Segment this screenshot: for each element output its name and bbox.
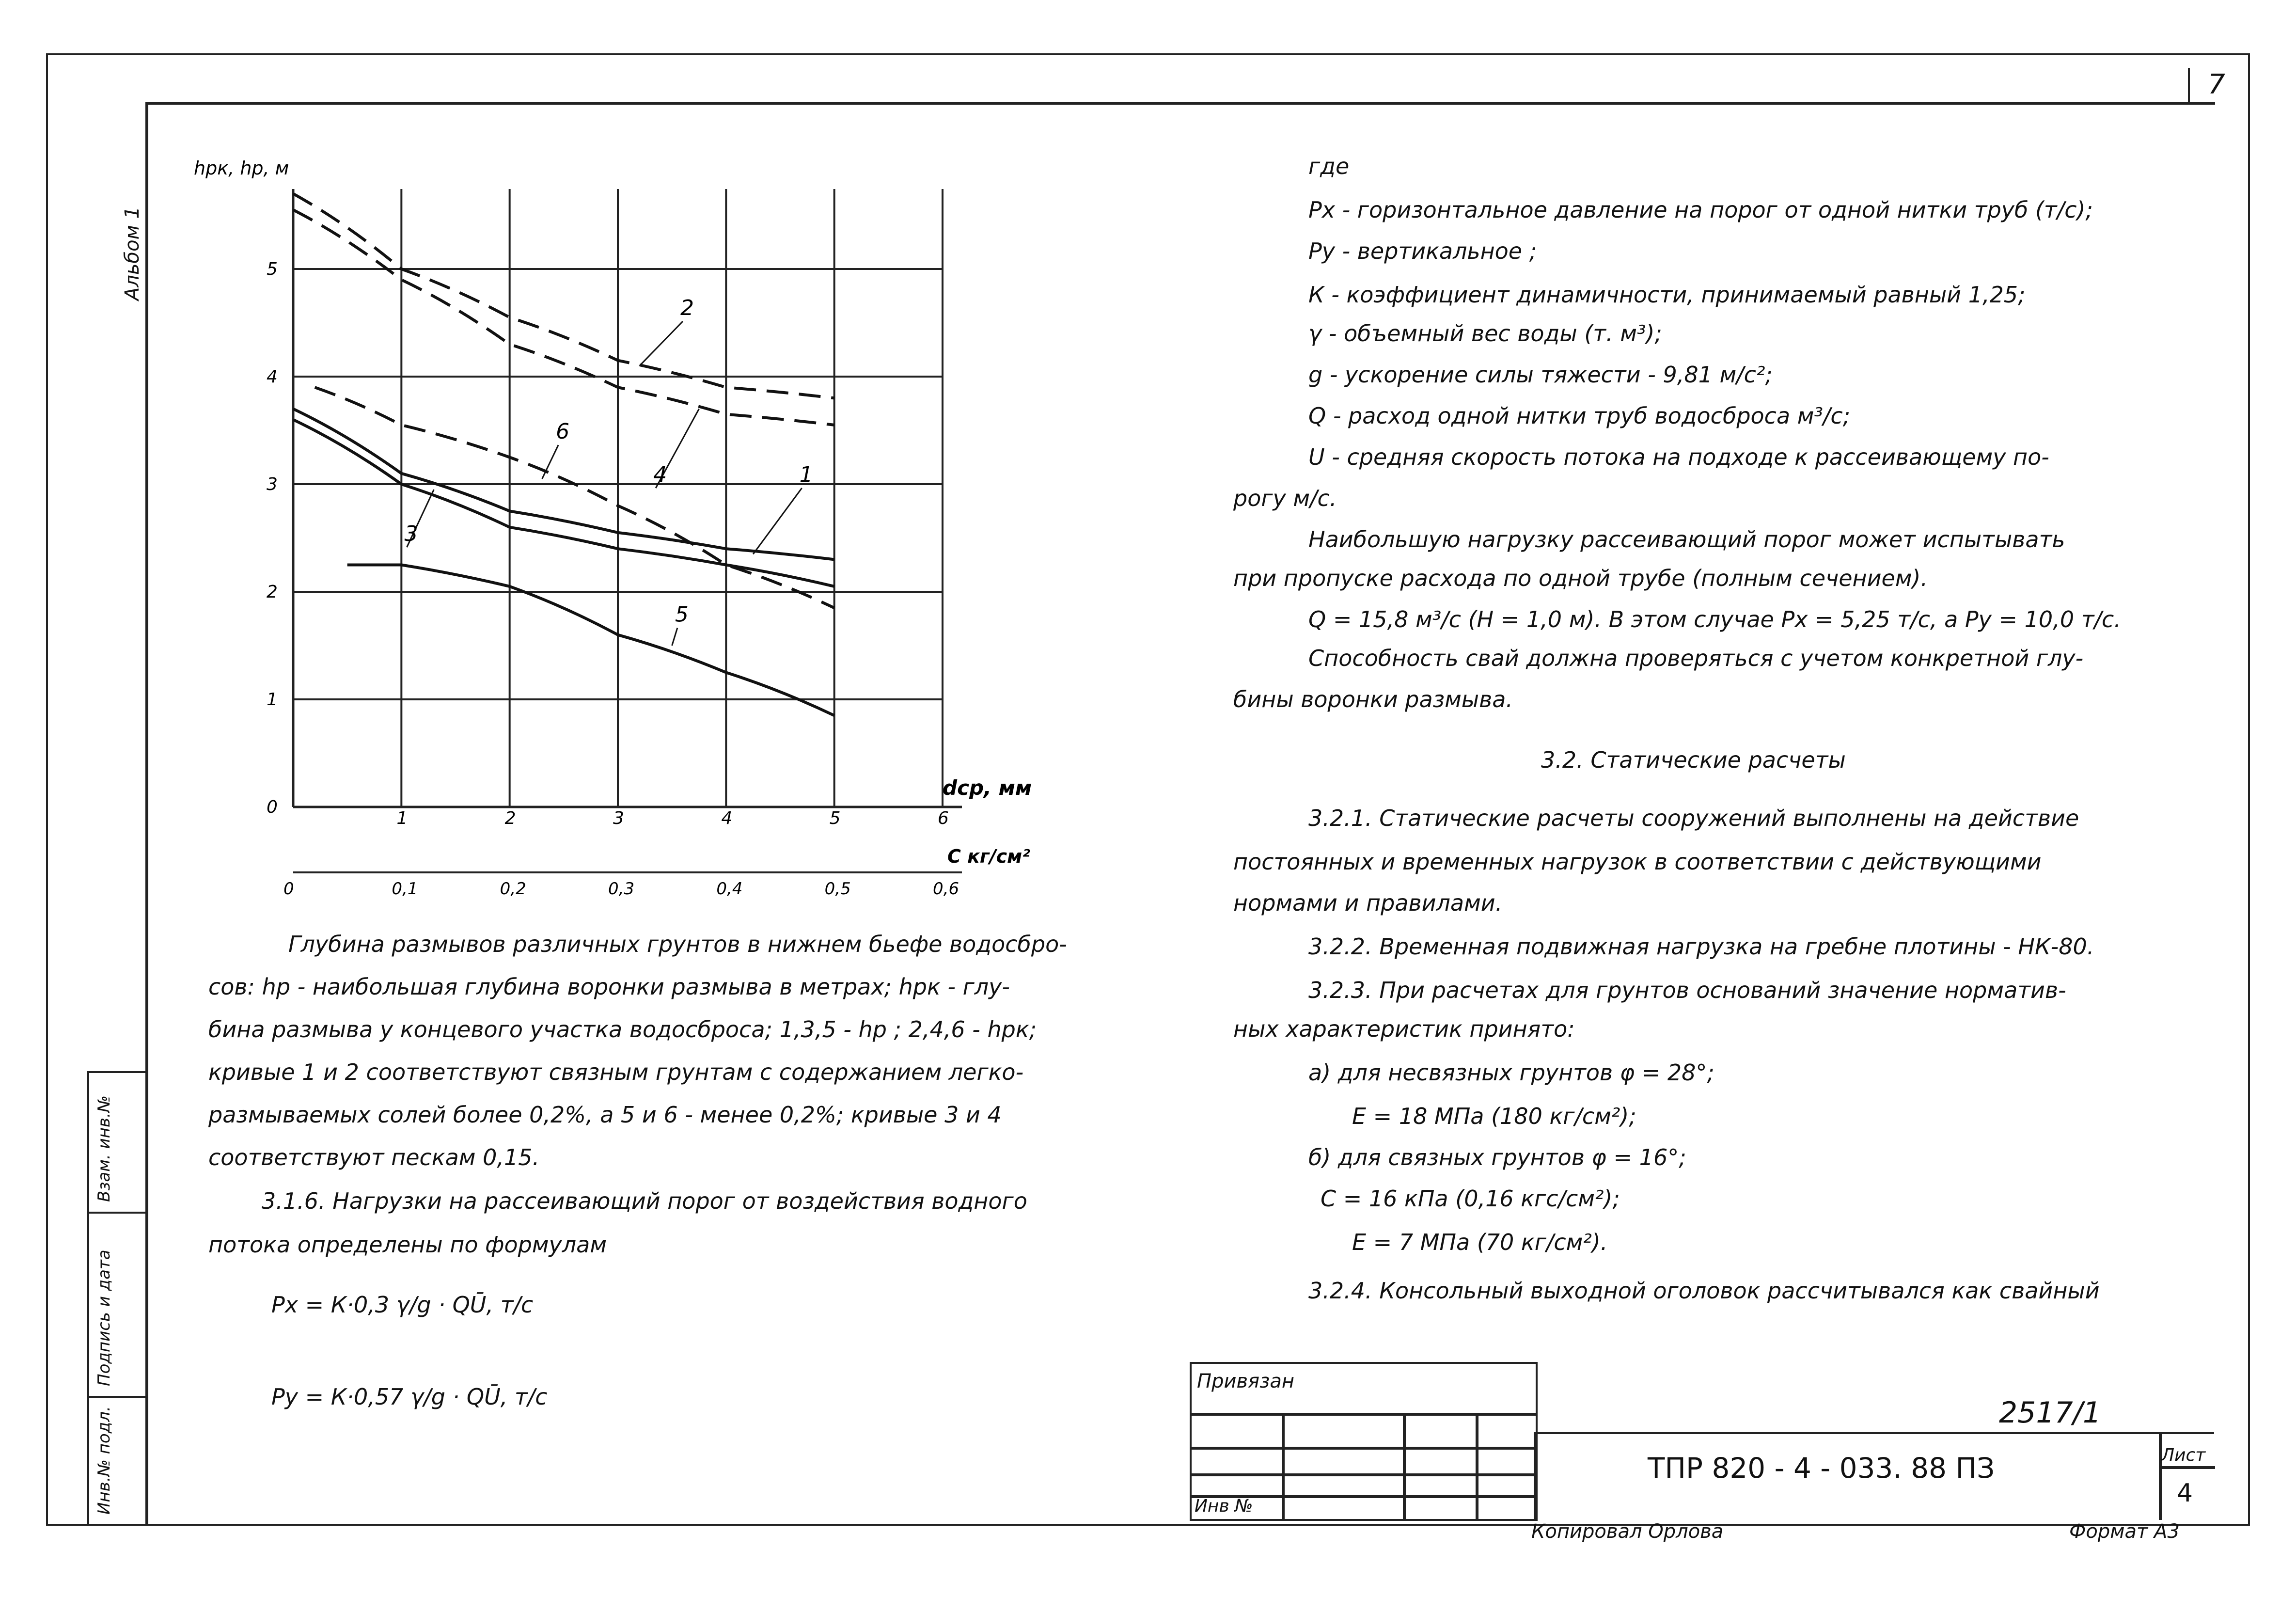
body-line: бины воронки размыва.	[1233, 686, 1513, 712]
body-line: при пропуске расхода по одной трубе (полным сечением).	[1233, 565, 1928, 591]
curve-label-3: 3	[404, 522, 418, 547]
caption-line: кривые 1 и 2 соответствуют связным грунтам с содержанием легко-	[208, 1059, 1024, 1085]
curve-leader-1	[753, 488, 802, 554]
y-tick-label: 4	[267, 367, 278, 387]
stamp-privyazan: Привязан	[1197, 1370, 1295, 1392]
curve-3	[293, 420, 834, 586]
stamp-col	[1476, 1413, 1478, 1520]
body-line: б) для связных грунтов φ = 16°;	[1308, 1144, 1686, 1170]
chart-curves	[293, 194, 834, 716]
y-tick-label: 0	[267, 797, 278, 817]
section-heading: 3.2. Статические расчеты	[1541, 747, 1846, 773]
copied-by: Копировал Орлова	[1531, 1520, 1724, 1543]
x-tick-label-top: 2	[504, 808, 516, 828]
stamp-handwritten-no: 2517/1	[1999, 1396, 2102, 1430]
stamp-inv-no: Инв №	[1195, 1496, 1253, 1516]
chart-ylabel: hрк, hр, м	[194, 158, 289, 179]
body-line: нормами и правилами.	[1233, 890, 1503, 916]
stamp-row	[1190, 1473, 1537, 1476]
x-tick-label-top: 6	[938, 808, 949, 828]
curve-leader-2	[640, 321, 683, 366]
body-line: 3.2.1. Статические расчеты сооружений выполнены на действие	[1308, 805, 2079, 831]
stamp-row	[1190, 1447, 1537, 1450]
body-line: постоянных и временных нагрузок в соответствии с действующими	[1233, 849, 2042, 875]
curve-5	[347, 565, 834, 716]
scour-depth-chart	[184, 145, 1066, 901]
stamp-col	[1403, 1413, 1406, 1520]
y-tick-label: 1	[267, 690, 278, 710]
chart-labels	[267, 259, 959, 899]
caption-line: соответствуют пескам 0,15.	[208, 1144, 540, 1170]
body-line: рогу м/с.	[1233, 485, 1337, 511]
body-line: К - коэффициент динамичности, принимаемый равный 1,25;	[1308, 282, 2026, 308]
y-tick-label: 3	[267, 474, 278, 494]
caption-line: сов: hр - наибольшая глубина воронки размыва в метрах; hрк - глу-	[208, 974, 1010, 1000]
body-line: U - средняя скорость потока на подходе к рассеивающему по-	[1308, 444, 2049, 470]
side-stamp-divider	[87, 1212, 145, 1214]
caption-line: Глубина размывов различных грунтов в нижнем бьефе водосбро-	[288, 931, 1067, 957]
body-line: Е = 18 МПа (180 кг/см²);	[1352, 1103, 1636, 1129]
paper-format: Формат А3	[2069, 1520, 2180, 1543]
x-tick-label-bottom: 0,6	[933, 879, 959, 899]
formula-px: Pх = К·0,3 γ/g · QŪ, т/с	[271, 1292, 534, 1318]
curve-label-5: 5	[675, 602, 689, 627]
caption-line: бина размыва у концевого участка водосброса; 1,3,5 - hр ; 2,4,6 - hрк;	[208, 1016, 1037, 1043]
chart-xlabel-bottom: С кг/см²	[947, 846, 1030, 867]
sheet-label: Лист	[2161, 1445, 2206, 1465]
section-316-line: 3.1.6. Нагрузки на рассеивающий порог от воздействия водного	[262, 1188, 1027, 1214]
curve-label-6: 6	[556, 419, 570, 444]
x-tick-label-top: 3	[613, 808, 624, 828]
x-tick-label-bottom: 0,1	[392, 879, 418, 899]
x-tick-label-bottom: 0,5	[824, 879, 851, 899]
side-label-signature: Подпись и дата	[94, 1249, 114, 1386]
body-line: а) для несвязных грунтов φ = 28°;	[1308, 1059, 1714, 1086]
body-line: Q - расход одной нитки труб водосброса м³/с;	[1308, 403, 1851, 429]
body-line: ных характеристик принято:	[1233, 1016, 1575, 1042]
x-tick-label-top: 5	[829, 808, 841, 828]
body-line: Е = 7 МПа (70 кг/см²).	[1352, 1229, 1608, 1255]
stamp-col	[1282, 1413, 1285, 1520]
x-tick-label-bottom: 0,3	[608, 879, 635, 899]
curve-4	[293, 210, 834, 425]
chart-grid	[293, 189, 962, 872]
side-stamp-divider	[87, 1396, 145, 1398]
x-tick-label-bottom: 0,4	[716, 879, 743, 899]
body-line: Q = 15,8 м³/с (Н = 1,0 м). В этом случае Pх = 5,25 т/с, а Pу = 10,0 т/с.	[1308, 606, 2121, 632]
x-tick-label-top: 4	[721, 808, 733, 828]
body-line: С = 16 кПа (0,16 кгс/см²);	[1321, 1185, 1620, 1212]
doc-code: ТПР 820 - 4 - 033. 88 ПЗ	[1648, 1452, 1995, 1485]
section-316-line: потока определены по формулам	[208, 1232, 607, 1258]
side-label-inv: Инв.№ подл.	[94, 1406, 114, 1515]
curve-leader-5	[672, 628, 677, 646]
body-line: где	[1308, 153, 1350, 179]
y-tick-label: 2	[267, 582, 278, 602]
body-line: Способность свай должна проверяться с учетом конкретной глу-	[1308, 645, 2084, 671]
formula-py: Pу = К·0,57 γ/g · QŪ, т/с	[271, 1384, 548, 1410]
y-tick-label: 5	[267, 259, 278, 279]
curve-2	[293, 194, 834, 398]
chart-xlabel-top: dср, мм	[943, 776, 1032, 800]
curve-leader-6	[542, 445, 559, 479]
x-tick-label-bottom: 0	[283, 879, 294, 899]
sheet-number: 4	[2177, 1479, 2193, 1508]
body-line: 3.2.4. Консольный выходной оголовок рассчитывался как свайный	[1308, 1278, 2100, 1304]
body-line: g - ускорение силы тяжести - 9,81 м/с²;	[1308, 362, 1773, 388]
body-line: Pх - горизонтальное давление на порог от одной нитки труб (т/с);	[1308, 197, 2093, 223]
body-line: Наибольшую нагрузку рассеивающий порог может испытывать	[1308, 526, 2065, 553]
curve-label-4: 4	[653, 462, 667, 487]
stamp-row	[1190, 1413, 1537, 1416]
curve-label-1: 1	[799, 462, 813, 487]
curve-label-2: 2	[680, 295, 694, 320]
sheet-row	[2159, 1466, 2215, 1469]
body-line: Pу - вертикальное ;	[1308, 238, 1537, 264]
body-line: 3.2.2. Временная подвижная нагрузка на гребне плотины - НК-80.	[1308, 933, 2094, 960]
page-number: 7	[2188, 68, 2243, 102]
caption-line: размываемых солей более 0,2%, а 5 и 6 - менее 0,2%; кривые 3 и 4	[208, 1102, 1002, 1128]
x-tick-label-bottom: 0,2	[500, 879, 526, 899]
body-line: 3.2.3. При расчетах для грунтов оснований значение норматив-	[1308, 977, 2066, 1003]
x-tick-label-top: 1	[396, 808, 408, 828]
curve-6	[315, 387, 834, 608]
side-label-replacement: Взам. инв.№	[94, 1095, 114, 1202]
album-label: Альбом 1	[121, 206, 143, 300]
body-line: γ - объемный вес воды (т. м³);	[1308, 320, 1662, 347]
